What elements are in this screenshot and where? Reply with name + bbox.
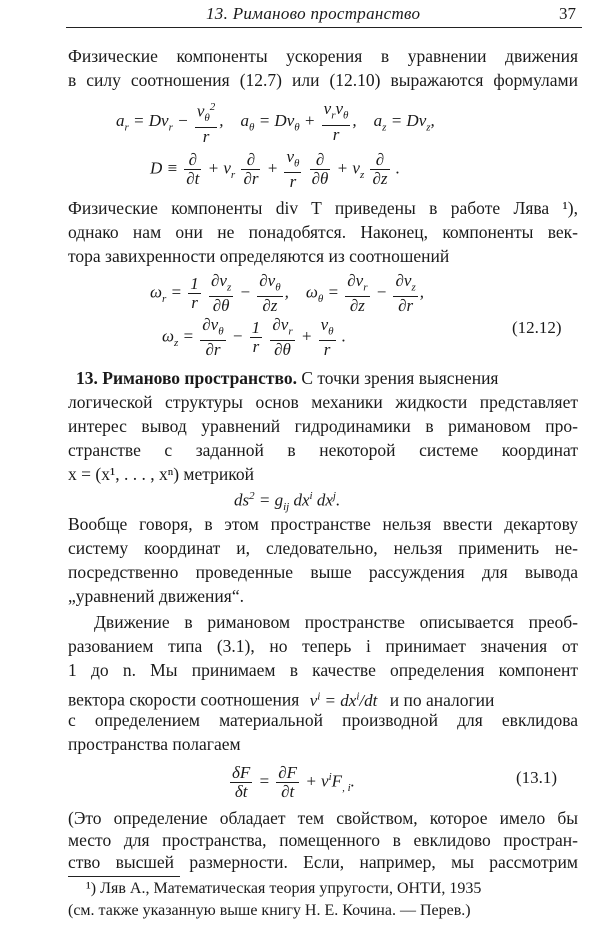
text-fragment: и по аналогии — [389, 689, 495, 710]
text-line: странстве с заданной в некоторой системе координат — [68, 440, 578, 460]
section-heading: 13. Риманово пространство. — [76, 368, 297, 388]
footnote-rule — [68, 876, 180, 877]
text-fragment: вектора скорости соотношения — [68, 689, 300, 710]
text-line: систему координат и, следовательно, нельзя применить не- — [68, 538, 578, 558]
text-line: x = (x¹, . . . , xⁿ) метрикой — [68, 464, 254, 484]
formula-vorticity-r-theta: $\omega_r$ = $\frac{1}{r}$ $\frac{\partial v_z}{\partial\theta}$ − $\frac{\partial v_\theta}{\partial z}$ , $\omega_\theta$ = $\frac{\partial v_r}{\partial z}$ − $\frac{\partial v_z}{\partial r}$ , — [150, 271, 424, 316]
equation-number: (13.1) — [516, 768, 558, 787]
page-number: 37 — [559, 4, 576, 23]
footnote-line: (см. также указанную выше книгу Н. Е. Кочина. — Перев.) — [68, 902, 471, 919]
text-line: (Это определение обладает тем свойством, которое имело бы — [68, 808, 578, 828]
formula-vorticity-z: $\omega_z$ = $\frac{\partial v_\theta}{\partial r}$ − $\frac{1}{r}$ $\frac{\partial v_r}{\partial\theta}$ + $\frac{v_\theta}{r}$ . — [162, 315, 347, 360]
text-line: разованием типа (3.1), но теперь i принимает значения от — [68, 636, 578, 656]
page-header — [66, 0, 582, 28]
text-line: посредственно проведенные выше рассуждения для вывода — [68, 562, 578, 582]
formula-material-derivative: $\frac{\delta F}{\delta t}$ = $\frac{\partial F}{\partial t}$ + $v^iF_{, i}$. — [232, 763, 355, 801]
text-line: с определением материальной производной для евклидова — [68, 710, 578, 730]
text-line: в силу соотношения (12.7) или (12.10) выражаются формулами — [68, 70, 578, 90]
text-line: „уравнений движения“. — [68, 586, 244, 606]
text-line: Вообще говоря, в этом пространстве нельзя ввести декартову — [68, 514, 578, 534]
formula-velocity: $v^i = dx^i/dt$ — [309, 690, 378, 710]
formula-metric: $ds^2 = g_{ij}$ $dx^i$ $dx^j$. — [234, 490, 341, 514]
text-line: место для пространства, помещенного в евклидово простран- — [68, 830, 578, 850]
text-line: Движение в римановом пространстве описывается преоб- — [94, 612, 578, 632]
section-heading-rest: С точки зрения выяснения — [296, 368, 499, 388]
formula-d-operator: D ≡ $\frac{\partial}{\partial t}$ + $v_r$ $\frac{\partial}{\partial r}$ + $\frac{v_\theta}{r}$ $\frac{\partial}{\partial\theta}$ + $v_z$ $\frac{\partial}{\partial z}$ . — [150, 147, 401, 192]
text-line: логической структуры основ механики жидкости представляет — [68, 392, 578, 412]
section-first-line — [76, 366, 578, 390]
formula-acceleration: $a_r = Dv_r$ − $\frac{v_\theta^2}{r}$ , $a_\theta = Dv_\theta$ + $\frac{v_rv_\theta}{r}$ , $a_z = Dv_z$, — [116, 99, 435, 147]
text-line: однако нам они не понадобятся. Наконец, компоненты век- — [68, 222, 578, 242]
text-line: Физические компоненты ускорения в уравнении движения — [68, 46, 578, 66]
text-line: Физические компоненты div T приведены в работе Лява ¹), — [68, 198, 578, 218]
equation-number: (12.12) — [512, 318, 562, 337]
text-line: интерес вывод уравнений гидродинамики в римановом про- — [68, 416, 578, 436]
text-line: ство высшей размерности. Если, например, мы рассмотрим — [68, 852, 578, 872]
text-line: тора завихренности определяются из соотношений — [68, 246, 450, 266]
footnote-line: ¹) Ляв А., Математическая теория упругости, ОНТИ, 1935 — [86, 880, 482, 897]
text-line: пространства полагаем — [68, 734, 241, 754]
text-line: 1 до n. Мы принимаем в качестве определения компонент — [68, 660, 578, 680]
running-title: 13. Риманово пространство — [206, 4, 421, 23]
